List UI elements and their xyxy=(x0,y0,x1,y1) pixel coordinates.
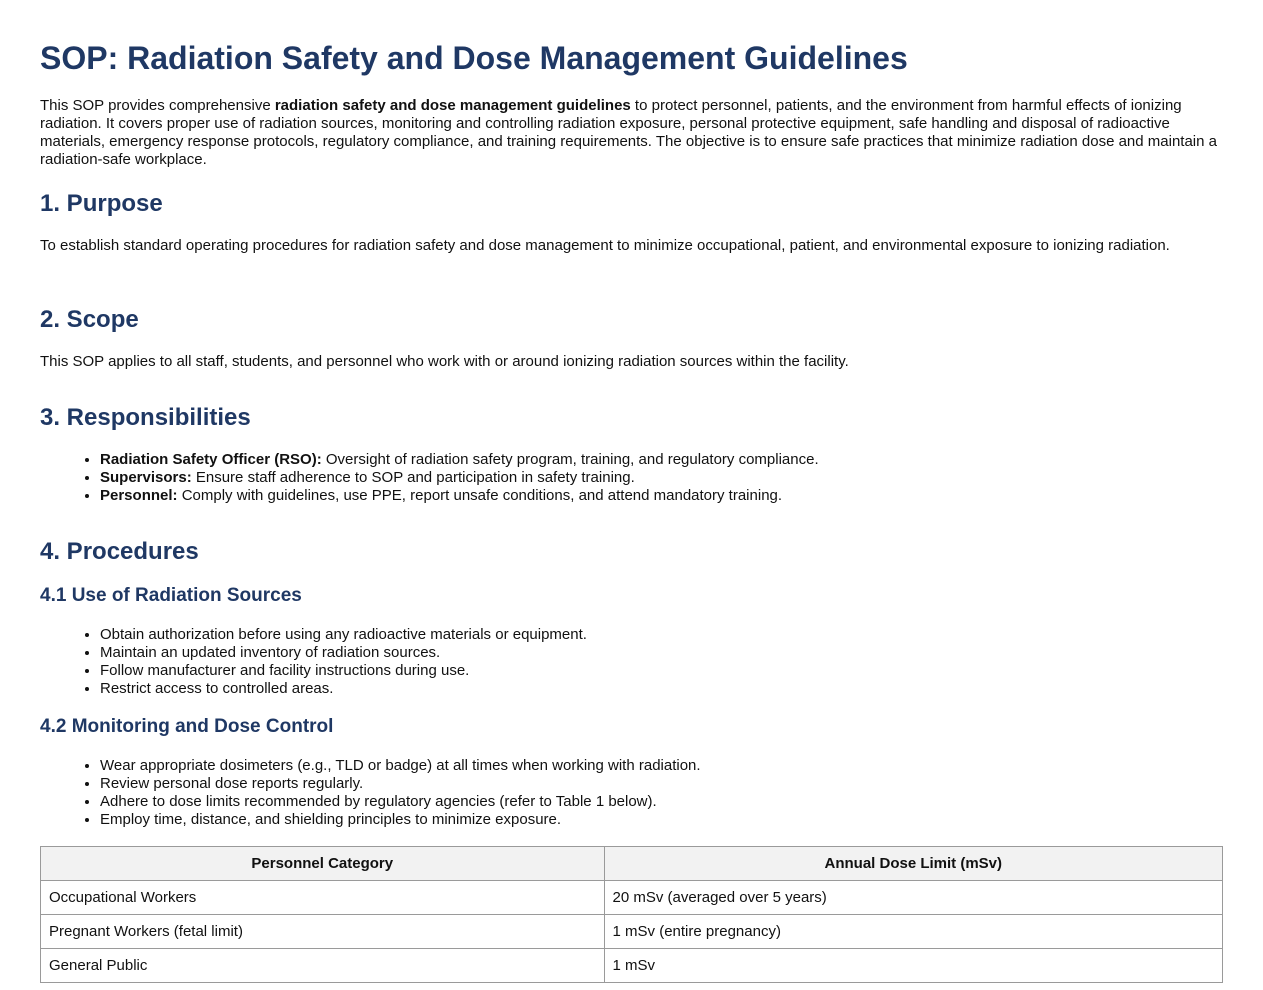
subsection-heading-monitoring: 4.2 Monitoring and Dose Control xyxy=(40,716,334,737)
role-label: Supervisors: xyxy=(100,469,192,486)
scope-heading: 2. Scope xyxy=(40,306,139,333)
intro-text-post: to protect personnel, patients, and the environment from harmful effects of ionizing radiation. It covers proper use of radiation sources, monitoring and controlling radiation exposure, personal protective equipment, safe handling and disposal of radioactive materials, emergency response protocols, regulatory compliance, and training requirements. The objective is to ensure safe practices that minimize radiation dose and maintain a radiation-safe workplace. xyxy=(40,97,1217,168)
purpose-text: To establish standard operating procedures for radiation safety and dose management to minimize occupational, patient, and environmental exposure to ionizing radiation. xyxy=(40,237,1170,254)
responsibilities-heading: 3. Responsibilities xyxy=(40,404,251,431)
column-header: Annual Dose Limit (mSv) xyxy=(604,847,1222,881)
table-cell: 20 mSv (averaged over 5 years) xyxy=(604,881,1222,915)
table-cell: Occupational Workers xyxy=(41,881,605,915)
dose-limit-table xyxy=(40,846,1223,983)
list-item xyxy=(100,487,1223,505)
list-item: • Employ time, distance, and shielding principles to minimize exposure. xyxy=(100,811,1223,829)
purpose-heading: 1. Purpose xyxy=(40,190,163,217)
column-header: Personnel Category xyxy=(41,847,605,881)
intro-text-pre: This SOP provides comprehensive xyxy=(40,97,275,114)
intro-text-bold: radiation safety and dose management guidelines xyxy=(274,97,631,114)
table-row xyxy=(41,949,1223,983)
scope-text: This SOP applies to all staff, students, and personnel who work with or around ionizing radiation sources within the facility. xyxy=(40,353,849,370)
table-row xyxy=(41,915,1223,949)
role-label: Personnel: xyxy=(100,487,178,504)
table-row xyxy=(41,881,1223,915)
role-desc: Comply with guidelines, use PPE, report unsafe conditions, and attend mandatory training. xyxy=(177,487,783,504)
table-header-row xyxy=(41,847,1223,881)
monitoring-list xyxy=(40,757,1223,829)
table-cell: General Public xyxy=(41,949,605,983)
role-desc: Ensure staff adherence to SOP and participation in safety training. xyxy=(191,469,635,486)
role-desc: Oversight of radiation safety program, training, and regulatory compliance. xyxy=(321,451,819,468)
list-item: • Follow manufacturer and facility instructions during use. xyxy=(100,662,1223,680)
responsibilities-list xyxy=(40,451,1223,505)
list-item: • Maintain an updated inventory of radiation sources. xyxy=(100,644,1223,662)
procedures-heading: 4. Procedures xyxy=(40,538,199,565)
list-item: • Restrict access to controlled areas. xyxy=(100,680,1223,698)
page-title: SOP: Radiation Safety and Dose Management Guidelines xyxy=(40,40,908,76)
table-cell: Pregnant Workers (fetal limit) xyxy=(41,915,605,949)
list-item: • Review personal dose reports regularly. xyxy=(100,775,1223,793)
subsection-heading-sources: 4.1 Use of Radiation Sources xyxy=(40,585,302,606)
list-item xyxy=(100,451,1223,469)
role-label: Radiation Safety Officer (RSO): xyxy=(100,451,322,468)
table-cell: 1 mSv (entire pregnancy) xyxy=(604,915,1222,949)
sources-list xyxy=(40,626,1223,698)
list-item xyxy=(100,469,1223,487)
list-item: • Adhere to dose limits recommended by regulatory agencies (refer to Table 1 below). xyxy=(100,793,1223,811)
table-cell: 1 mSv xyxy=(604,949,1222,983)
list-item: • Obtain authorization before using any radioactive materials or equipment. xyxy=(100,626,1223,644)
intro-paragraph xyxy=(40,97,1223,169)
list-item: • Wear appropriate dosimeters (e.g., TLD or badge) at all times when working with radiation. xyxy=(100,757,1223,775)
